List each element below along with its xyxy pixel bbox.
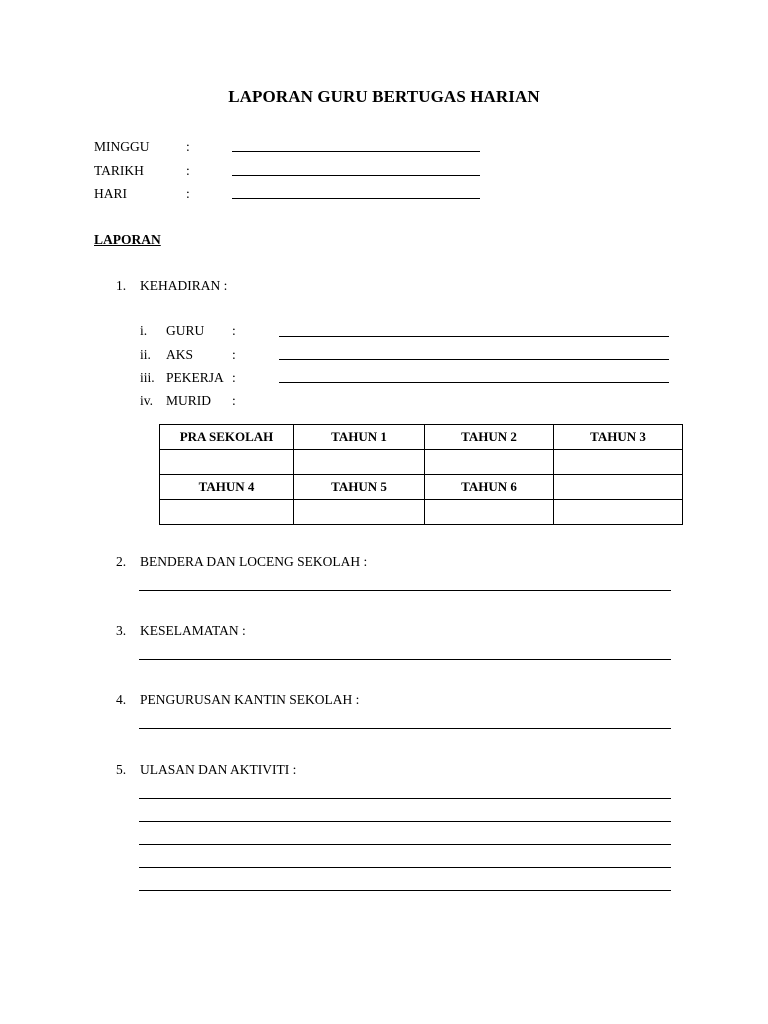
guru-label: GURU: [166, 323, 205, 338]
hari-colon: :: [186, 186, 190, 201]
ulasan-answer-line[interactable]: [139, 821, 671, 822]
table-input-cell[interactable]: [294, 450, 425, 475]
table-input-cell[interactable]: [554, 475, 683, 500]
minggu-field[interactable]: [232, 151, 480, 152]
item-2-label: BENDERA DAN LOCENG SEKOLAH :: [140, 554, 368, 569]
table-input-cell[interactable]: [554, 500, 683, 525]
page-title: LAPORAN GURU BERTUGAS HARIAN: [228, 87, 540, 106]
table-row: [160, 425, 683, 450]
guru-roman: i.: [140, 323, 148, 338]
table-header-cell: TAHUN 3: [554, 425, 683, 450]
table-header-cell: TAHUN 1: [294, 425, 425, 450]
item-2-number: 2.: [116, 554, 127, 569]
item-4-label: PENGURUSAN KANTIN SEKOLAH :: [140, 692, 360, 707]
aks-label: AKS: [166, 347, 194, 362]
table-row: [160, 475, 683, 500]
tarikh-label: TARIKH: [94, 163, 144, 178]
aks-roman: ii.: [140, 347, 151, 362]
hari-field[interactable]: [232, 198, 480, 199]
guru-field[interactable]: [279, 336, 669, 337]
item-1-number: 1.: [116, 278, 127, 293]
table-input-cell[interactable]: [160, 500, 294, 525]
table-row: [160, 500, 683, 525]
item-5-label: ULASAN DAN AKTIVITI :: [140, 762, 297, 777]
table-input-cell[interactable]: [554, 450, 683, 475]
ulasan-answer-line[interactable]: [139, 867, 671, 868]
table-header-cell: TAHUN 2: [425, 425, 554, 450]
table-input-cell[interactable]: [425, 450, 554, 475]
murid-colon: :: [232, 393, 236, 408]
item-5-number: 5.: [116, 762, 127, 777]
item-4-number: 4.: [116, 692, 127, 707]
table-header-cell: TAHUN 6: [425, 475, 554, 500]
table-header-cell: TAHUN 5: [294, 475, 425, 500]
murid-table: [159, 424, 683, 525]
keselamatan-answer-line[interactable]: [139, 659, 671, 660]
table-input-cell[interactable]: [425, 500, 554, 525]
pekerja-field[interactable]: [279, 382, 669, 383]
pekerja-label: PEKERJA: [166, 370, 224, 385]
item-3-number: 3.: [116, 623, 127, 638]
aks-field[interactable]: [279, 359, 669, 360]
hari-label: HARI: [94, 186, 127, 201]
pekerja-colon: :: [232, 370, 236, 385]
pekerja-roman: iii.: [140, 370, 155, 385]
table-input-cell[interactable]: [160, 450, 294, 475]
item-3-label: KESELAMATAN :: [140, 623, 246, 638]
ulasan-answer-line[interactable]: [139, 798, 671, 799]
tarikh-colon: :: [186, 163, 190, 178]
tarikh-field[interactable]: [232, 175, 480, 176]
bendera-answer-line[interactable]: [139, 590, 671, 591]
ulasan-answer-line[interactable]: [139, 844, 671, 845]
ulasan-answer-line[interactable]: [139, 890, 671, 891]
table-row: [160, 450, 683, 475]
minggu-colon: :: [186, 139, 190, 154]
section-title: LAPORAN: [94, 232, 161, 247]
guru-colon: :: [232, 323, 236, 338]
kantin-answer-line[interactable]: [139, 728, 671, 729]
minggu-label: MINGGU: [94, 139, 150, 154]
table-header-cell: PRA SEKOLAH: [160, 425, 294, 450]
murid-label: MURID: [166, 393, 212, 408]
table-input-cell[interactable]: [294, 500, 425, 525]
aks-colon: :: [232, 347, 236, 362]
murid-roman: iv.: [140, 393, 153, 408]
table-header-cell: TAHUN 4: [160, 475, 294, 500]
item-1-label: KEHADIRAN :: [140, 278, 228, 293]
